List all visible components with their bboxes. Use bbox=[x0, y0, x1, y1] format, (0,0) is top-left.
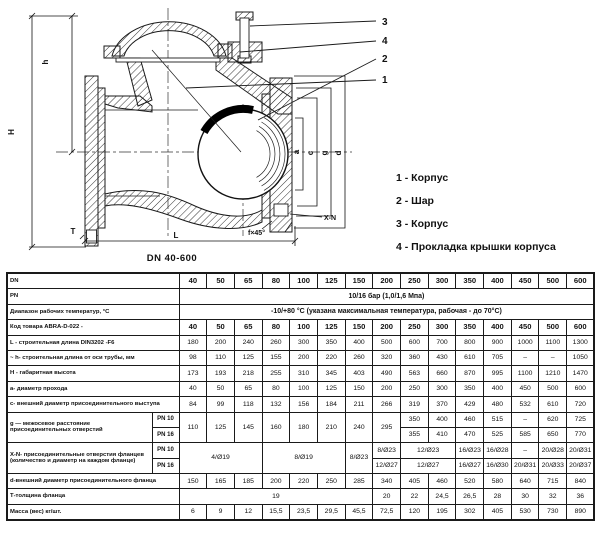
value-cell: 40 bbox=[179, 320, 207, 335]
value-cell: 410 bbox=[428, 427, 456, 442]
value-cell: 150 bbox=[345, 273, 373, 289]
value-cell: 24,5 bbox=[428, 489, 456, 504]
value-cell: 300 bbox=[428, 273, 456, 289]
value-cell: 730 bbox=[539, 504, 567, 520]
row-label: g — межосевое расстояние присоединительных отверстий bbox=[7, 412, 152, 443]
value-cell: 705 bbox=[484, 350, 512, 365]
row-label: Т-толщина фланца bbox=[7, 489, 179, 504]
value-cell: 250 bbox=[401, 273, 429, 289]
value-cell: 800 bbox=[456, 335, 484, 350]
value-cell: 450 bbox=[511, 381, 539, 396]
value-cell: 180 bbox=[179, 335, 207, 350]
dim-label-a: a bbox=[292, 149, 301, 155]
value-cell: 995 bbox=[484, 366, 512, 381]
value-cell: – bbox=[511, 443, 539, 458]
value-cell: 320 bbox=[373, 350, 401, 365]
value-cell: – bbox=[539, 350, 567, 365]
value-cell: 302 bbox=[456, 504, 484, 520]
row-label: Масса (вес) кг/шт. bbox=[7, 504, 179, 520]
value-cell: 429 bbox=[456, 397, 484, 412]
value-cell: 32 bbox=[539, 489, 567, 504]
value-cell: 515 bbox=[484, 412, 512, 427]
value-cell: 211 bbox=[345, 397, 373, 412]
value-cell: 185 bbox=[234, 474, 262, 489]
value-cell: 220 bbox=[290, 474, 318, 489]
value-cell: 20 bbox=[373, 489, 401, 504]
value-cell: 1300 bbox=[567, 335, 595, 350]
dims-table bbox=[6, 272, 595, 521]
row-label: PN bbox=[7, 289, 179, 304]
legend-item-2: 2 - Шар bbox=[396, 195, 434, 207]
ball bbox=[198, 109, 288, 199]
value-cell: 350 bbox=[456, 381, 484, 396]
value-cell: 125 bbox=[317, 273, 345, 289]
value-cell: 700 bbox=[428, 335, 456, 350]
value-cell: 285 bbox=[345, 474, 373, 489]
value-cell: 200 bbox=[262, 474, 290, 489]
value-cell: 80 bbox=[262, 320, 290, 335]
value-cell: 12/Ø23 bbox=[401, 443, 456, 458]
value-cell: 99 bbox=[207, 397, 235, 412]
value-cell: 29,5 bbox=[317, 504, 345, 520]
value-cell: 295 bbox=[373, 412, 401, 443]
value-cell: 250 bbox=[317, 474, 345, 489]
value-cell: 100 bbox=[290, 320, 318, 335]
value-cell: 400 bbox=[484, 273, 512, 289]
value-cell: 460 bbox=[456, 412, 484, 427]
value-cell: 240 bbox=[234, 335, 262, 350]
callout-number-3: 3 bbox=[382, 17, 388, 28]
value-cell: 240 bbox=[345, 412, 373, 443]
value-cell: -10/+80 °С (указана максимальная температура, рабочая - до 70°С) bbox=[179, 304, 594, 319]
dim-label-xn: X-N bbox=[324, 215, 337, 222]
dim-label-d: d bbox=[334, 150, 343, 156]
value-cell: 720 bbox=[567, 397, 595, 412]
value-cell: 400 bbox=[484, 381, 512, 396]
row-label: Код товара ABRA-D-022 - bbox=[7, 320, 179, 335]
value-cell: 840 bbox=[567, 474, 595, 489]
value-cell: 1100 bbox=[539, 335, 567, 350]
legend-item-4: 4 - Прокладка крышки корпуса bbox=[396, 241, 556, 253]
value-cell: 300 bbox=[428, 320, 456, 335]
value-cell: 80 bbox=[262, 381, 290, 396]
value-cell: 12/Ø27 bbox=[401, 458, 456, 473]
value-cell: 173 bbox=[179, 366, 207, 381]
value-cell: 184 bbox=[317, 397, 345, 412]
value-cell: 50 bbox=[207, 320, 235, 335]
value-cell: 870 bbox=[456, 366, 484, 381]
value-cell: 84 bbox=[179, 397, 207, 412]
value-cell: 350 bbox=[317, 335, 345, 350]
value-cell: 525 bbox=[484, 427, 512, 442]
value-cell: 1100 bbox=[511, 366, 539, 381]
value-cell: 715 bbox=[539, 474, 567, 489]
value-cell: 1470 bbox=[567, 366, 595, 381]
value-cell: 403 bbox=[345, 366, 373, 381]
value-cell: 350 bbox=[401, 412, 429, 427]
value-cell: 65 bbox=[234, 320, 262, 335]
value-cell: 65 bbox=[234, 381, 262, 396]
value-cell: 310 bbox=[290, 366, 318, 381]
value-cell: 360 bbox=[401, 350, 429, 365]
value-cell: 98 bbox=[179, 350, 207, 365]
row-label: с- внешний диаметр присоединительного выступа bbox=[7, 397, 179, 412]
value-cell: 660 bbox=[428, 366, 456, 381]
value-cell: 400 bbox=[484, 320, 512, 335]
value-cell: 355 bbox=[401, 427, 429, 442]
value-cell: 155 bbox=[262, 350, 290, 365]
value-cell: 72,5 bbox=[373, 504, 401, 520]
value-cell: 400 bbox=[345, 335, 373, 350]
dim-label-T: T bbox=[70, 227, 76, 236]
value-cell: 260 bbox=[345, 350, 373, 365]
row-label: Диапазон рабочих температур, °С bbox=[7, 304, 179, 319]
pn-sublabel: PN 16 bbox=[152, 427, 179, 442]
value-cell: 260 bbox=[262, 335, 290, 350]
value-cell: 8/Ø23 bbox=[373, 443, 401, 458]
value-cell: 23,5 bbox=[290, 504, 318, 520]
value-cell: 132 bbox=[262, 397, 290, 412]
value-cell: 150 bbox=[179, 474, 207, 489]
row-label: Н - габаритная высота bbox=[7, 366, 179, 381]
drawing-caption: DN 40-600 bbox=[146, 253, 198, 264]
dim-label-f45: f×45° bbox=[248, 230, 266, 237]
value-cell: 266 bbox=[373, 397, 401, 412]
value-cell: 165 bbox=[207, 474, 235, 489]
value-cell: 118 bbox=[234, 397, 262, 412]
row-label: d-внешний диаметр присоединительного фланца bbox=[7, 474, 179, 489]
value-cell: 405 bbox=[484, 504, 512, 520]
value-cell: 50 bbox=[207, 381, 235, 396]
value-cell: 80 bbox=[262, 273, 290, 289]
value-cell: 480 bbox=[484, 397, 512, 412]
legend-item-1: 1 - Корпус bbox=[396, 172, 449, 184]
value-cell: 16/Ø28 bbox=[484, 443, 512, 458]
legend-item-3: 3 - Корпус bbox=[396, 218, 449, 230]
value-cell: 900 bbox=[484, 335, 512, 350]
value-cell: 460 bbox=[428, 474, 456, 489]
value-cell: 580 bbox=[484, 474, 512, 489]
value-cell: 28 bbox=[484, 489, 512, 504]
value-cell: 430 bbox=[428, 350, 456, 365]
value-cell: 12/Ø27 bbox=[373, 458, 401, 473]
value-cell: 450 bbox=[511, 320, 539, 335]
pn-sublabel: PN 16 bbox=[152, 458, 179, 473]
value-cell: 50 bbox=[207, 273, 235, 289]
value-cell: 470 bbox=[456, 427, 484, 442]
value-cell: 15,5 bbox=[262, 504, 290, 520]
value-cell: 180 bbox=[290, 412, 318, 443]
value-cell: 530 bbox=[511, 504, 539, 520]
value-cell: 120 bbox=[401, 504, 429, 520]
callout-number-2: 2 bbox=[382, 54, 388, 65]
value-cell: 300 bbox=[428, 381, 456, 396]
value-cell: 45,5 bbox=[345, 504, 373, 520]
value-cell: 40 bbox=[179, 273, 207, 289]
value-cell: 610 bbox=[456, 350, 484, 365]
value-cell: 450 bbox=[511, 273, 539, 289]
dimensions-table-area bbox=[6, 272, 594, 521]
value-cell: 160 bbox=[262, 412, 290, 443]
value-cell: 500 bbox=[539, 273, 567, 289]
value-cell: 110 bbox=[179, 412, 207, 443]
value-cell: 16/Ø27 bbox=[456, 458, 484, 473]
dim-label-g: g bbox=[320, 150, 329, 156]
pn-sublabel: PN 10 bbox=[152, 412, 179, 427]
value-cell: 125 bbox=[234, 350, 262, 365]
value-cell: 20/Ø31 bbox=[567, 443, 595, 458]
value-cell: 340 bbox=[373, 474, 401, 489]
value-cell: 200 bbox=[290, 350, 318, 365]
value-cell: – bbox=[511, 412, 539, 427]
dim-label-h: h bbox=[41, 59, 50, 65]
value-cell: 600 bbox=[567, 381, 595, 396]
dim-label-H: H bbox=[7, 129, 16, 135]
value-cell: 890 bbox=[567, 504, 595, 520]
value-cell: 1000 bbox=[511, 335, 539, 350]
value-cell: 520 bbox=[456, 474, 484, 489]
value-cell: 145 bbox=[234, 412, 262, 443]
value-cell: 16/Ø23 bbox=[456, 443, 484, 458]
value-cell: 770 bbox=[567, 427, 595, 442]
value-cell: 200 bbox=[373, 320, 401, 335]
pn-sublabel: PN 10 bbox=[152, 443, 179, 458]
value-cell: 19 bbox=[179, 489, 373, 504]
callout-number-1: 1 bbox=[382, 75, 388, 86]
value-cell: 8/Ø19 bbox=[262, 443, 345, 474]
row-label: DN bbox=[7, 273, 179, 289]
value-cell: 125 bbox=[317, 381, 345, 396]
value-cell: 22 bbox=[401, 489, 429, 504]
value-cell: 150 bbox=[345, 381, 373, 396]
value-cell: 10/16 бар (1,0/1,6 Мпа) bbox=[179, 289, 594, 304]
value-cell: 200 bbox=[373, 381, 401, 396]
value-cell: 20/Ø31 bbox=[511, 458, 539, 473]
value-cell: 500 bbox=[373, 335, 401, 350]
value-cell: 4/Ø19 bbox=[179, 443, 262, 474]
value-cell: 20/Ø28 bbox=[539, 443, 567, 458]
value-cell: 345 bbox=[317, 366, 345, 381]
value-cell: 30 bbox=[511, 489, 539, 504]
value-cell: 195 bbox=[428, 504, 456, 520]
value-cell: 350 bbox=[456, 273, 484, 289]
value-cell: 12 bbox=[234, 504, 262, 520]
value-cell: 400 bbox=[428, 412, 456, 427]
value-cell: 200 bbox=[207, 335, 235, 350]
value-cell: 150 bbox=[345, 320, 373, 335]
value-cell: 490 bbox=[373, 366, 401, 381]
row-label: ~ h- строительная длина от оси трубы, мм bbox=[7, 350, 179, 365]
value-cell: 110 bbox=[207, 350, 235, 365]
value-cell: 300 bbox=[290, 335, 318, 350]
row-label: L - строительная длина DIN3202 -F6 bbox=[7, 335, 179, 350]
value-cell: 350 bbox=[456, 320, 484, 335]
value-cell: 1050 bbox=[567, 350, 595, 365]
value-cell: 100 bbox=[290, 381, 318, 396]
value-cell: 585 bbox=[511, 427, 539, 442]
value-cell: 500 bbox=[539, 320, 567, 335]
value-cell: 640 bbox=[511, 474, 539, 489]
value-cell: 125 bbox=[317, 320, 345, 335]
value-cell: 125 bbox=[207, 412, 235, 443]
value-cell: 16/Ø30 bbox=[484, 458, 512, 473]
value-cell: 370 bbox=[428, 397, 456, 412]
value-cell: 405 bbox=[401, 474, 429, 489]
value-cell: 65 bbox=[234, 273, 262, 289]
value-cell: 20/Ø33 bbox=[539, 458, 567, 473]
value-cell: 600 bbox=[567, 320, 595, 335]
value-cell: 725 bbox=[567, 412, 595, 427]
value-cell: 620 bbox=[539, 412, 567, 427]
callout-number-4: 4 bbox=[382, 36, 388, 47]
value-cell: 156 bbox=[290, 397, 318, 412]
value-cell: 218 bbox=[234, 366, 262, 381]
value-cell: 610 bbox=[539, 397, 567, 412]
value-cell: 1210 bbox=[539, 366, 567, 381]
value-cell: 255 bbox=[262, 366, 290, 381]
value-cell: 36 bbox=[567, 489, 595, 504]
value-cell: 210 bbox=[317, 412, 345, 443]
value-cell: 500 bbox=[539, 381, 567, 396]
value-cell: 6 bbox=[179, 504, 207, 520]
value-cell: 8/Ø23 bbox=[345, 443, 373, 474]
dim-label-L: L bbox=[173, 231, 179, 240]
value-cell: 250 bbox=[401, 320, 429, 335]
value-cell: 600 bbox=[567, 273, 595, 289]
value-cell: 100 bbox=[290, 273, 318, 289]
value-cell: 250 bbox=[401, 381, 429, 396]
value-cell: 9 bbox=[207, 504, 235, 520]
value-cell: 26,5 bbox=[456, 489, 484, 504]
value-cell: 532 bbox=[511, 397, 539, 412]
value-cell: 40 bbox=[179, 381, 207, 396]
value-cell: 193 bbox=[207, 366, 235, 381]
value-cell: 563 bbox=[401, 366, 429, 381]
value-cell: 200 bbox=[373, 273, 401, 289]
row-label: X-N- присоединительные отверстия фланцев (количество и диаметр на каждом фланце) bbox=[7, 443, 152, 474]
value-cell: 220 bbox=[317, 350, 345, 365]
dim-label-c: c bbox=[306, 150, 315, 156]
value-cell: 20/Ø37 bbox=[567, 458, 595, 473]
value-cell: 650 bbox=[539, 427, 567, 442]
value-cell: – bbox=[511, 350, 539, 365]
value-cell: 600 bbox=[401, 335, 429, 350]
value-cell: 319 bbox=[401, 397, 429, 412]
row-label: а- диаметр прохода bbox=[7, 381, 179, 396]
